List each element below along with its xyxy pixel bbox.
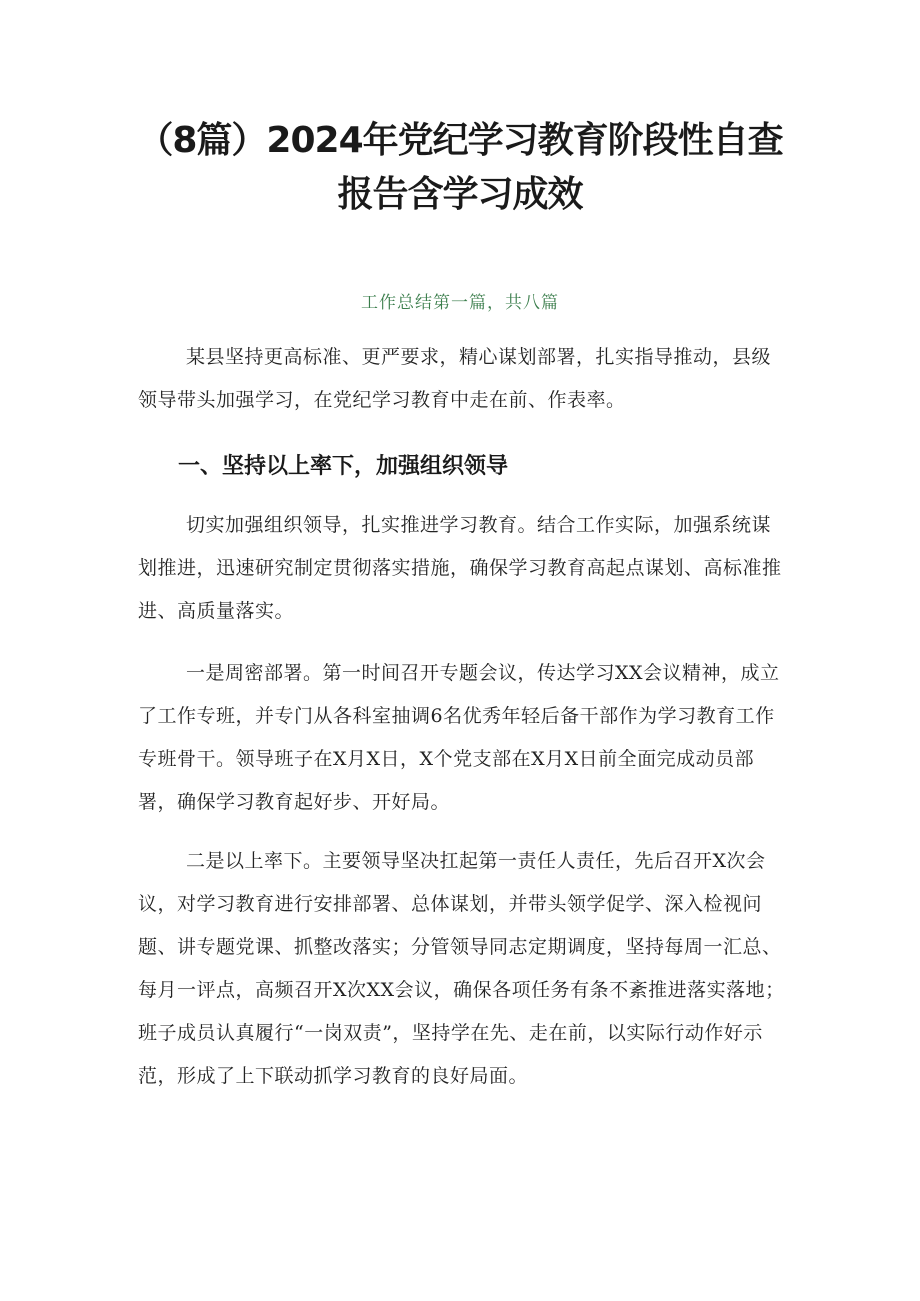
section-heading: 一、坚持以上率下，加强组织领导 bbox=[178, 454, 509, 479]
body-paragraph: 一是周密部署。第一时间召开专题会议，传达学习XX会议精神，成立了工作专班，并专门从各科室抽调6名优秀年轻后备干部作为学习教育工作专班骨干。领导班子在X月X日，X个党支部在X月X日前全面完成动员部署，确保学习教育起好步、开好局。 bbox=[138, 662, 780, 813]
document-subtitle: 工作总结第一篇，共八篇 bbox=[361, 293, 559, 313]
intro-paragraph: 某县坚持更高标准、更严要求，精心谋划部署，扎实指导推动，县级领导带头加强学习，在党纪学习教育中走在前、作表率。 bbox=[138, 346, 772, 411]
document-title-line-1: （8篇）2024年党纪学习教育阶段性自查 bbox=[137, 120, 783, 161]
body-paragraph: 切实加强组织领导，扎实推进学习教育。结合工作实际，加强系统谋划推进，迅速研究制定贯彻落实措施，确保学习教育高起点谋划、高标准推进、高质量落实。 bbox=[138, 514, 782, 622]
document-title-line-2: 报告含学习成效 bbox=[337, 174, 583, 215]
body-paragraph: 二是以上率下。主要领导坚决扛起第一责任人责任，先后召开X次会议，对学习教育进行安排部署、总体谋划，并带头领学促学、深入检视问题、讲专题党课、抓整改落实；分管领导同志定期调度，坚持每周一汇总、每月一评点，高频召开X次XX会议，确保各项任务有条不紊推进落实落地；班子成员认真履行“一岗双责”，坚持学在先、走在前，以实际行动作好示范，形成了上下联动抓学习教育的良好局面。 bbox=[138, 850, 785, 1087]
